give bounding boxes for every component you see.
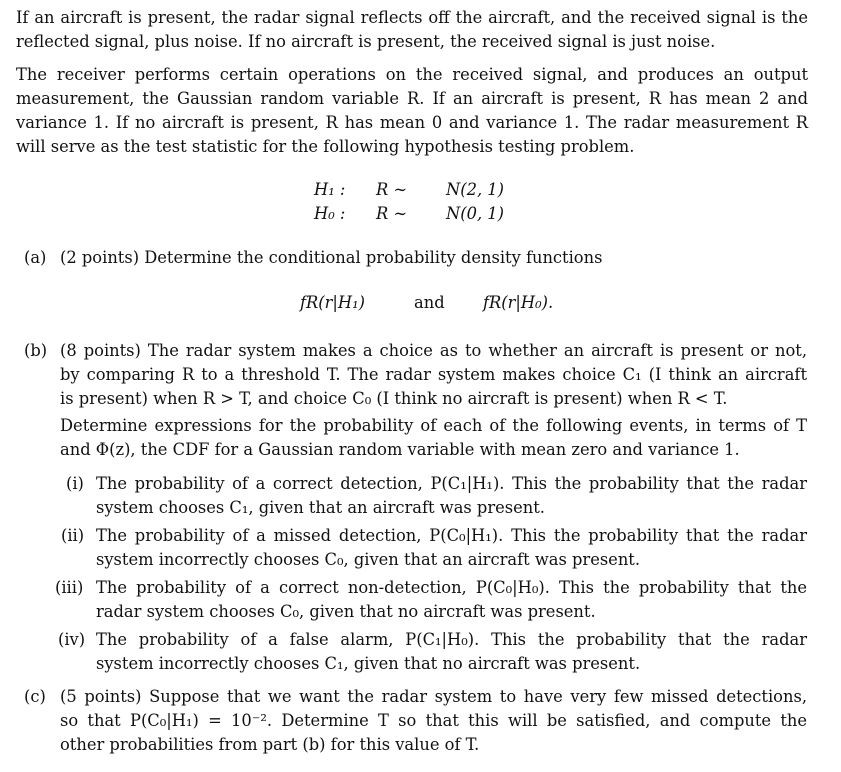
part-a-label: (a): [24, 248, 47, 267]
sub-item-label: (ii): [61, 526, 85, 545]
intro-paragraph-1: [16, 6, 808, 54]
text-line: system incorrectly chooses C₁, given that no aircraft was present.: [96, 654, 641, 673]
text-line: will serve as the test statistic for the following hypothesis testing problem.: [16, 137, 635, 156]
part-b-paragraph-2: [60, 414, 807, 462]
sub-item-i: [96, 472, 807, 520]
text-line: is present) when R > T, and choice C₀ (I think no aircraft is present) when R < T.: [60, 389, 728, 408]
text-line: variance 1. If no aircraft is present, R has mean 0 and variance 1. The radar measurement R: [16, 113, 808, 132]
sub-item-iii: [96, 576, 807, 624]
part-a-text: (2 points) Determine the conditional probability density functions: [60, 248, 603, 267]
part-b-paragraph-1: [60, 339, 807, 411]
text-line: reflected signal, plus noise. If no aircraft is present, the received signal is just noise.: [16, 32, 716, 51]
sub-item-iv: [96, 628, 807, 676]
hypothesis-label: H₁ :: [314, 180, 346, 199]
text-line: Determine expressions for the probability of each of the following events, in terms of T: [60, 416, 807, 435]
text-line: system incorrectly chooses C₀, given that an aircraft was present.: [96, 550, 641, 569]
part-b-label: (b): [24, 341, 48, 360]
text-line: (8 points) The radar system makes a choice as to whether an aircraft is present or not,: [60, 341, 807, 360]
text-line: so that P(C₀|H₁) = 10⁻². Determine T so that this will be satisfied, and compute the: [60, 711, 807, 730]
intro-paragraph-2: [16, 63, 808, 159]
text-line: other probabilities from part (b) for this value of T.: [60, 735, 480, 754]
hypothesis-label: H₀ :: [314, 204, 346, 223]
sub-item-ii: [96, 524, 807, 572]
text-line: (5 points) Suppose that we want the radar system to have very few missed detections,: [60, 687, 807, 706]
text-line: If an aircraft is present, the radar signal reflects off the aircraft, and the received signal is the: [16, 8, 808, 27]
pdf-h0: fR(r|H₀).: [483, 293, 554, 312]
text-line: by comparing R to a threshold T. The radar system makes choice C₁ (I think an aircraft: [60, 365, 807, 384]
sub-item-label: (iii): [55, 578, 84, 597]
text-line: system chooses C₁, given that an aircraft was present.: [96, 498, 545, 517]
text-line: The probability of a missed detection, P(C₀|H₁). This the probability that the radar: [96, 526, 807, 545]
sub-item-label: (iv): [58, 630, 86, 649]
part-c-label: (c): [24, 687, 46, 706]
part-c-paragraph: [60, 685, 807, 757]
hypothesis-relation: R ∼: [376, 180, 408, 199]
hypothesis-relation: R ∼: [376, 204, 408, 223]
sub-item-label: (i): [66, 474, 84, 493]
hypothesis-h1: [314, 178, 504, 202]
text-line: The probability of a correct detection, P(C₁|H₁). This the probability that the radar: [96, 474, 807, 493]
hypothesis-distribution: N(2, 1): [446, 180, 505, 199]
pdf-h1: fR(r|H₁): [300, 293, 365, 312]
hypothesis-h0: [314, 202, 504, 226]
hypothesis-distribution: N(0, 1): [446, 204, 505, 223]
text-line: radar system chooses C₀, given that no aircraft was present.: [96, 602, 596, 621]
text-line: The probability of a correct non-detection, P(C₀|H₀). This the probability that the: [96, 578, 807, 597]
text-line: The probability of a false alarm, P(C₁|H₀). This the probability that the radar: [96, 630, 807, 649]
text-line: The receiver performs certain operations on the received signal, and produces an output: [16, 65, 808, 84]
text-line: measurement, the Gaussian random variable R. If an aircraft is present, R has mean 2 and: [16, 89, 808, 108]
text-line: and Φ(z), the CDF for a Gaussian random variable with mean zero and variance 1.: [60, 440, 740, 459]
pdf-and: and: [414, 293, 445, 312]
